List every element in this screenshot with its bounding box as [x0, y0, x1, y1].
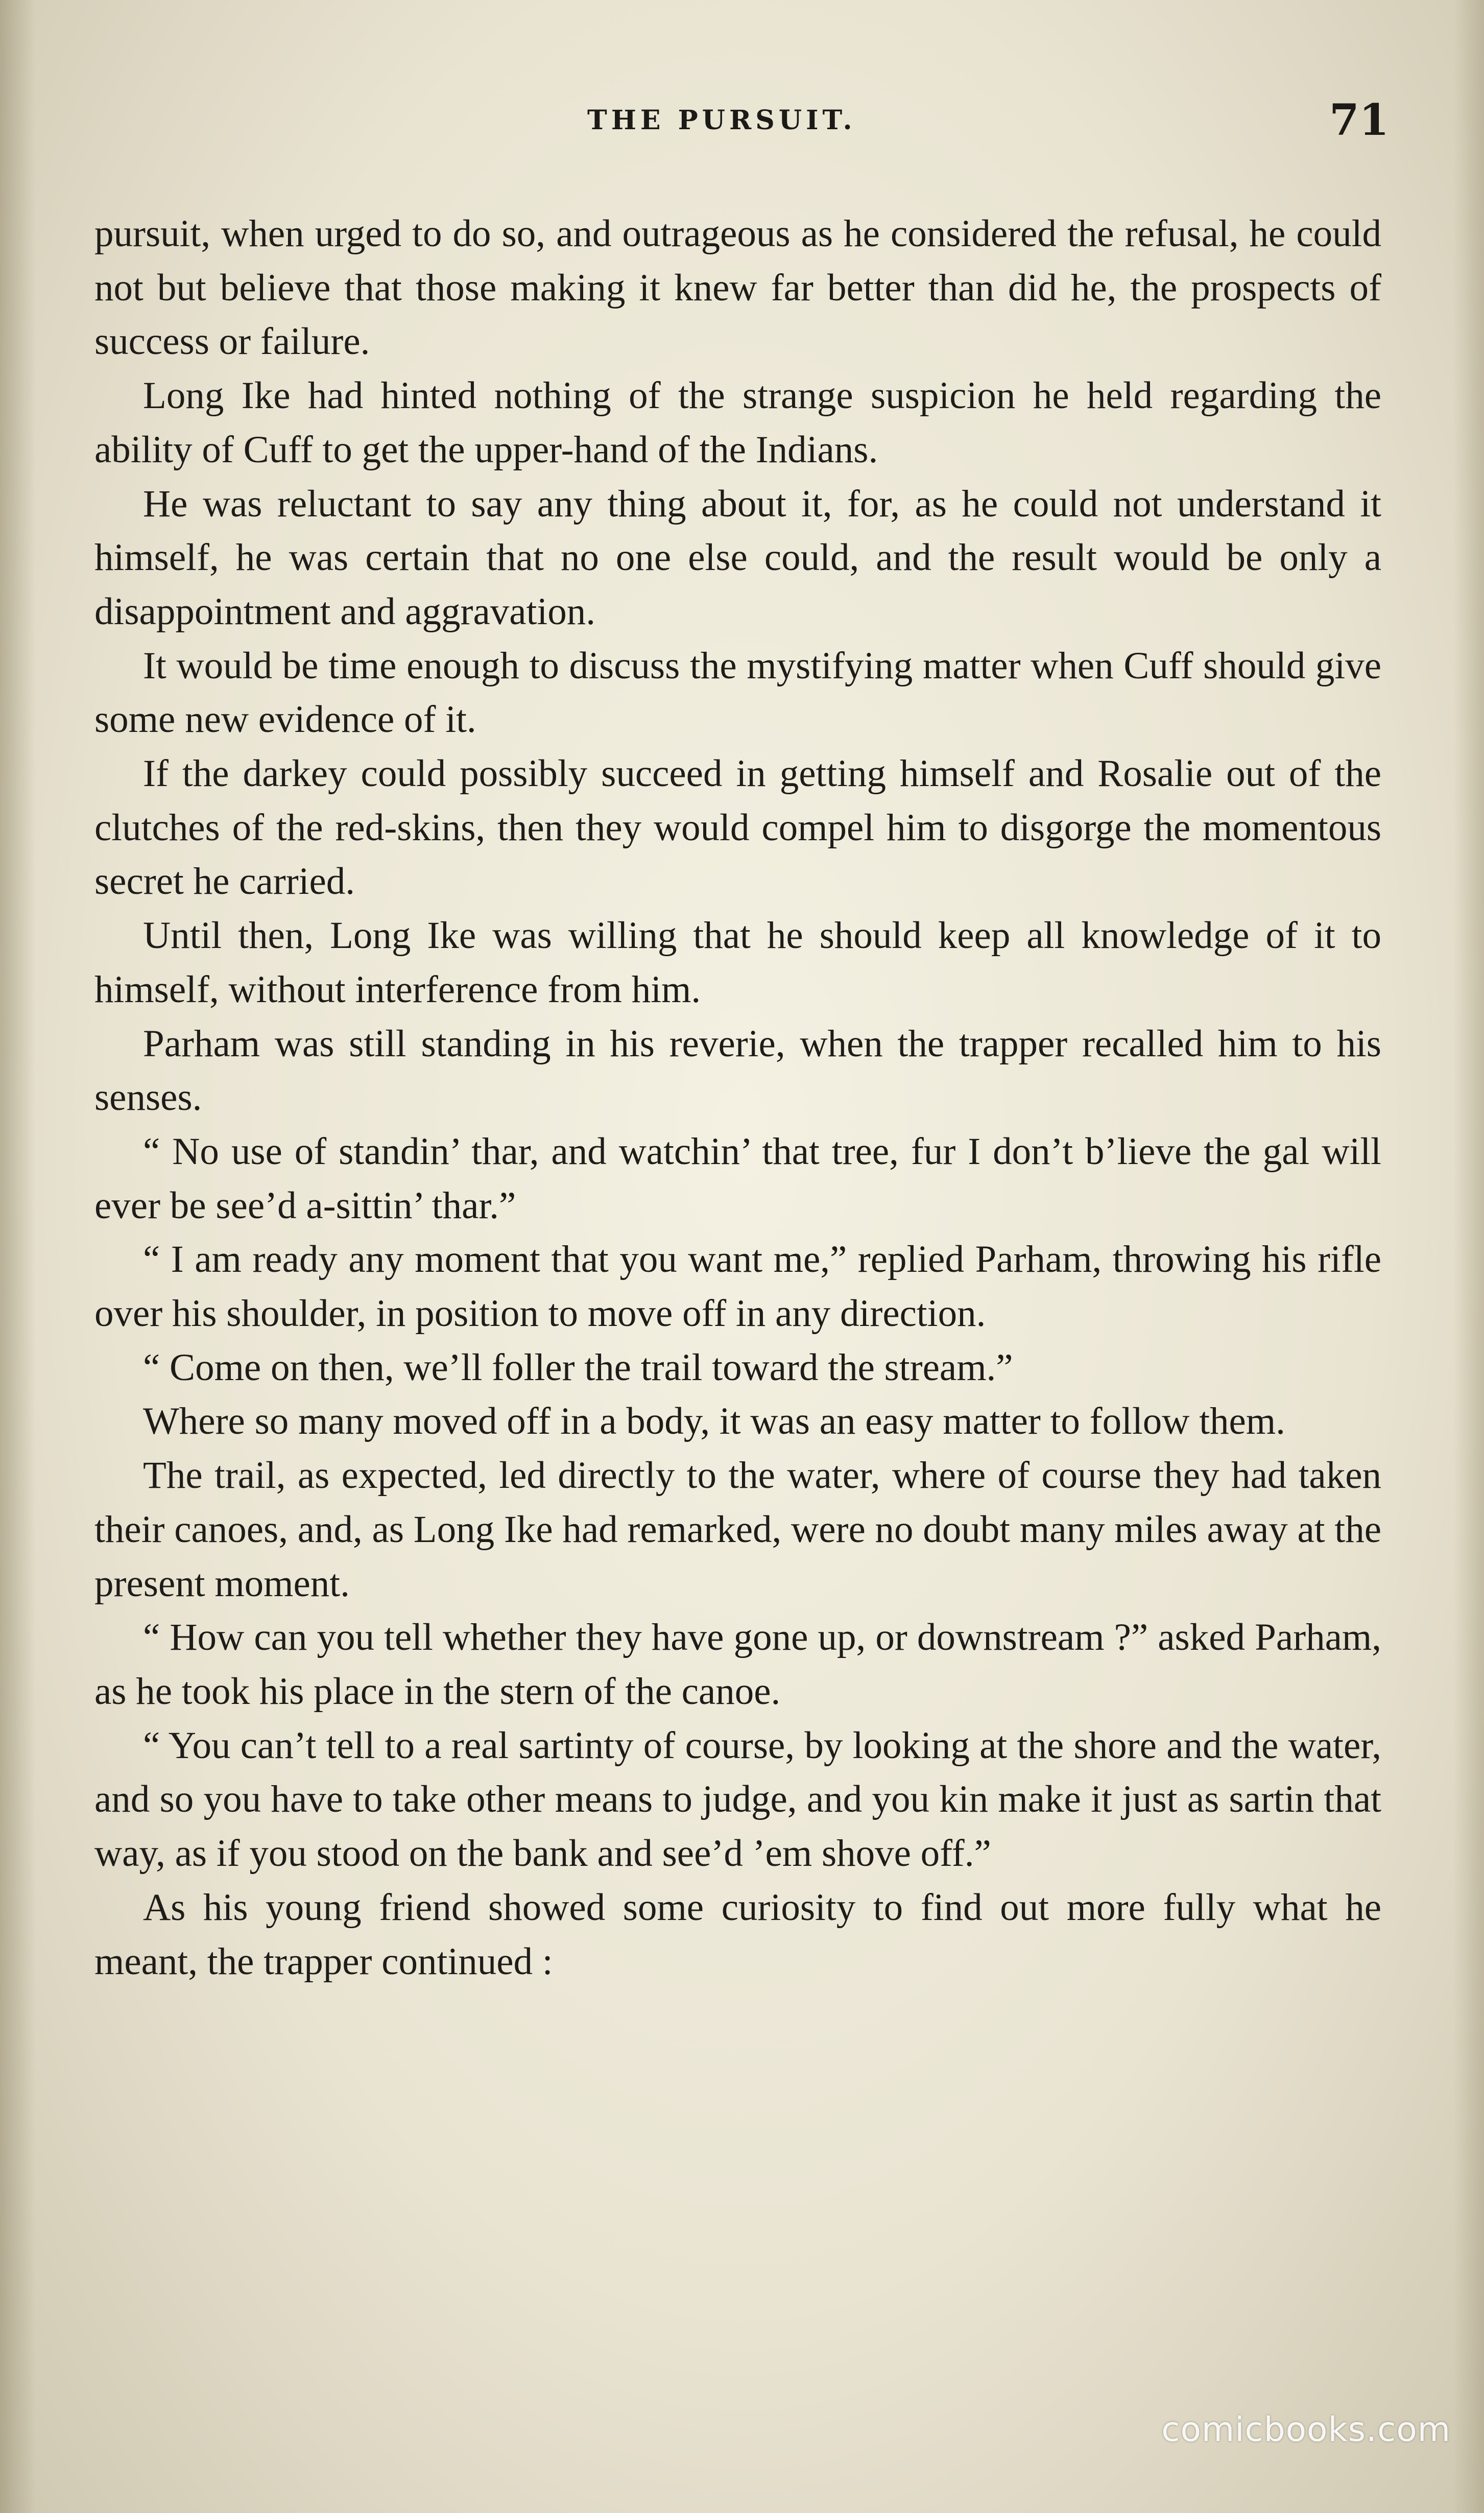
paragraph: Until then, Long Ike was willing that he should keep all knowledge of it to himself, without interference from him.: [94, 914, 1381, 1011]
paragraph: As his young friend showed some curiosity to find out more fully what he meant, the trapper continued :: [94, 1886, 1381, 1983]
paragraph: “ I am ready any moment that you want me,” replied Parham, throwing his rifle over his shoulder, in position to move off in any direction.: [94, 1238, 1381, 1335]
watermark: comicbooks.com: [1161, 2410, 1451, 2449]
page-number: 71: [1329, 94, 1389, 145]
page-edge-shadow-left: [0, 0, 36, 2513]
paragraph: Parham was still standing in his reverie, when the trapper recalled him to his senses.: [94, 1022, 1381, 1119]
paragraph: Where so many moved off in a body, it was an easy matter to follow them.: [143, 1400, 1285, 1443]
paragraph: He was reluctant to say any thing about it, for, as he could not understand it himself, he was certain that no one else could, and the result would be only a disappointment and aggravation.: [94, 482, 1381, 633]
running-head: THE PURSUIT.: [587, 105, 856, 136]
paragraph: “ Come on then, we’ll foller the trail toward the stream.”: [143, 1346, 1013, 1389]
paragraph: It would be time enough to discuss the mystifying matter when Cuff should give some new evidence of it.: [94, 644, 1381, 741]
paragraph: “ How can you tell whether they have gone up, or downstream ?” asked Parham, as he took his place in the stern of the canoe.: [94, 1616, 1381, 1713]
page-header: [77, 94, 1389, 156]
body-text: [94, 207, 1381, 1988]
page-edge-shadow-right: [1453, 0, 1484, 2513]
paragraph: “ No use of standin’ thar, and watchin’ that tree, fur I don’t b’lieve the gal will ever be see’d a-sittin’ thar.”: [94, 1130, 1381, 1227]
paragraph: pursuit, when urged to do so, and outrageous as he considered the refusal, he could not but believe that those making it knew far better than did he, the prospects of success or failure.: [94, 212, 1381, 363]
paragraph: The trail, as expected, led directly to the water, where of course they had taken their canoes, and, as Long Ike had remarked, were no doubt many miles away at the present moment.: [94, 1454, 1381, 1605]
paragraph: “ You can’t tell to a real sartinty of course, by looking at the shore and the water, and so you have to take other means to judge, and you kin make it just as sartin that way, as if you stood on the bank and see’d ’em shove off.”: [94, 1724, 1381, 1875]
paragraph: If the darkey could possibly succeed in getting himself and Rosalie out of the clutches of the red-skins, then they would compel him to disgorge the momentous secret he carried.: [94, 752, 1381, 903]
paragraph: Long Ike had hinted nothing of the strange suspicion he held regarding the ability of Cuff to get the upper-hand of the Indians.: [94, 374, 1381, 471]
